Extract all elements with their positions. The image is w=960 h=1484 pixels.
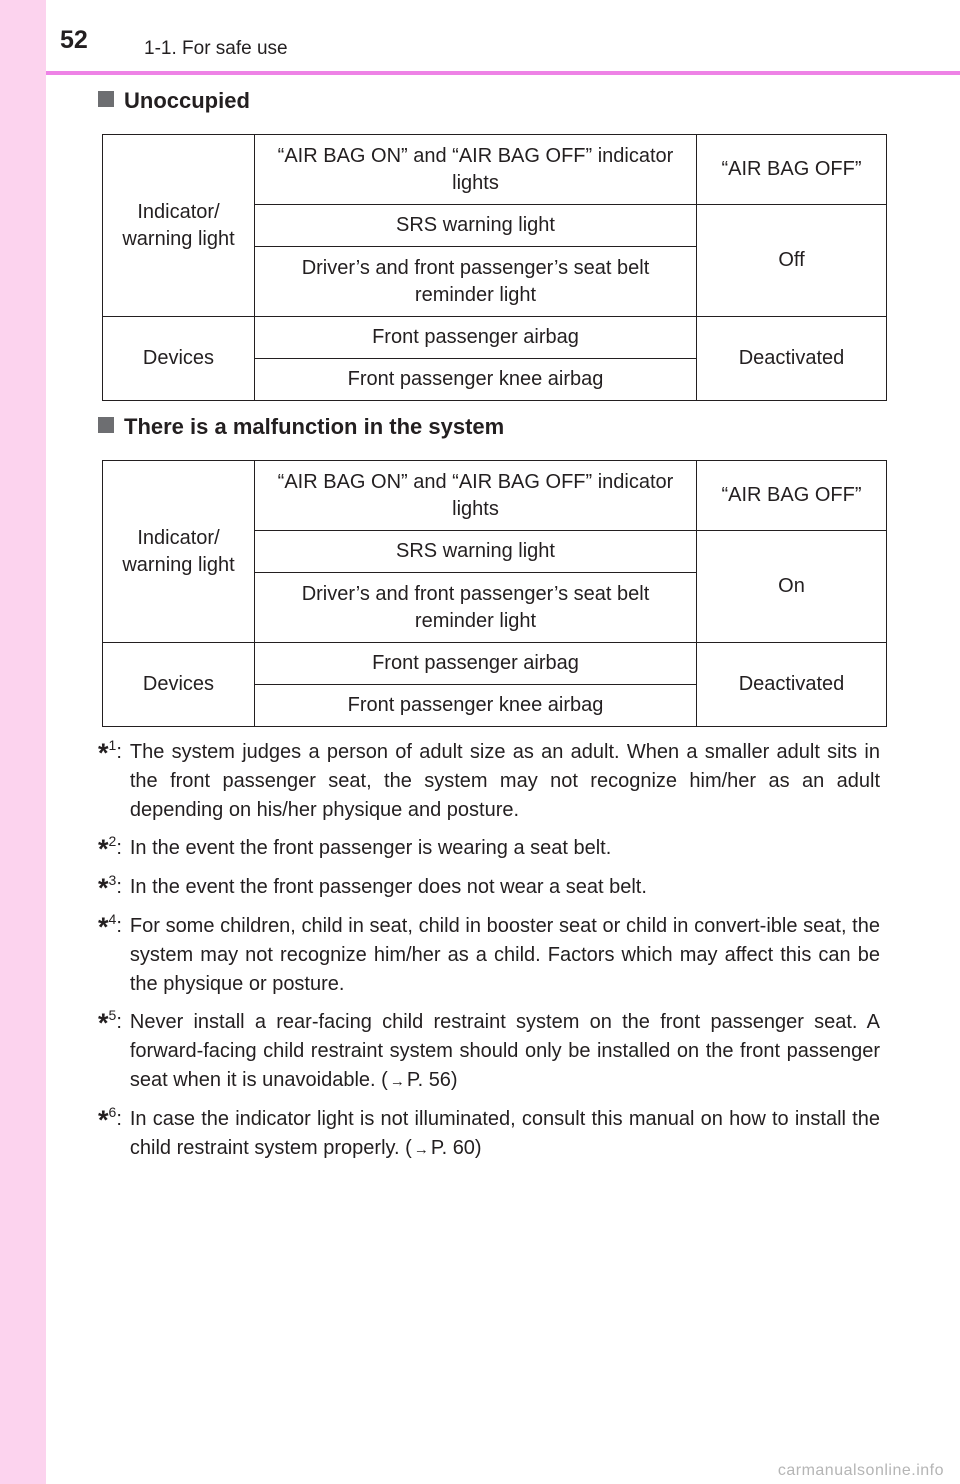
- page-ref-link[interactable]: P. 60): [430, 1137, 482, 1159]
- row-header-devices: Devices: [103, 643, 255, 727]
- footnote: *$^6$: In case the indicator light is not illuminated, consult this manual on how to install the child restraint system properly. ( → P. 60): [98, 1104, 880, 1159]
- footnote: *$^2$: In the event the front passenger is wearing a seat belt.: [98, 833, 612, 864]
- page-number: 52: [60, 26, 88, 54]
- heading-malfunction: There is a malfunction in the system: [98, 414, 504, 440]
- row-header-devices: Devices: [103, 317, 255, 401]
- cell-airbag-lights: “AIR BAG ON” and “AIR BAG OFF” indicator lights: [255, 461, 697, 531]
- watermark: carmanualsonline.info: [777, 1462, 944, 1479]
- header-divider: [46, 71, 960, 75]
- row-header-indicator: Indicator/ warning light: [103, 461, 255, 643]
- cell-devices-state: Deactivated: [697, 643, 887, 727]
- cell-warning-state: On: [697, 531, 887, 643]
- footnote: *$^5$: Never install a rear-facing child restraint system on the front passenger seat. A forward-facing child restraint system should only be installed on the front passenger seat when it is unavoidable. ( → P. 56): [98, 1007, 880, 1091]
- footnote: *$^1$: The system judges a person of adult size as an adult. When a smaller adult sits in the front passenger seat, the system may not recognize him/her as an adult depending on his/her physique and posture.: [98, 737, 880, 821]
- cell-belt-reminder: Driver’s and front passenger’s seat belt reminder light: [255, 247, 697, 317]
- cell-airbag-lights-state: “AIR BAG OFF”: [697, 135, 887, 205]
- heading-unoccupied: Unoccupied: [98, 88, 250, 114]
- table-malfunction: [102, 460, 887, 727]
- arrow-icon: →: [389, 1073, 405, 1090]
- table-unoccupied: [102, 134, 887, 401]
- cell-knee-airbag: Front passenger knee airbag: [255, 685, 697, 727]
- square-bullet-icon: [98, 91, 114, 107]
- cell-knee-airbag: Front passenger knee airbag: [255, 359, 697, 401]
- cell-warning-state: Off: [697, 205, 887, 317]
- footnote: *$^3$: In the event the front passenger does not wear a seat belt.: [98, 872, 647, 903]
- cell-belt-reminder: Driver’s and front passenger’s seat belt reminder light: [255, 573, 697, 643]
- section-title: 1-1. For safe use: [144, 38, 288, 59]
- cell-front-airbag: Front passenger airbag: [255, 643, 697, 685]
- cell-front-airbag: Front passenger airbag: [255, 317, 697, 359]
- arrow-icon: →: [413, 1141, 429, 1158]
- cell-srs-light: SRS warning light: [255, 531, 697, 573]
- row-header-indicator: Indicator/ warning light: [103, 135, 255, 317]
- cell-srs-light: SRS warning light: [255, 205, 697, 247]
- footnotes: [98, 738, 880, 1173]
- side-color-bar: [0, 0, 46, 1484]
- cell-devices-state: Deactivated: [697, 317, 887, 401]
- cell-airbag-lights-state: “AIR BAG OFF”: [697, 461, 887, 531]
- page-ref-link[interactable]: P. 56): [406, 1069, 458, 1091]
- cell-airbag-lights: “AIR BAG ON” and “AIR BAG OFF” indicator lights: [255, 135, 697, 205]
- square-bullet-icon: [98, 417, 114, 433]
- footnote: *$^4$: For some children, child in seat, child in booster seat or child in convert-ible seat, the system may not recognize him/her as a child. Factors which may affect this can be the physique or posture.: [98, 911, 880, 995]
